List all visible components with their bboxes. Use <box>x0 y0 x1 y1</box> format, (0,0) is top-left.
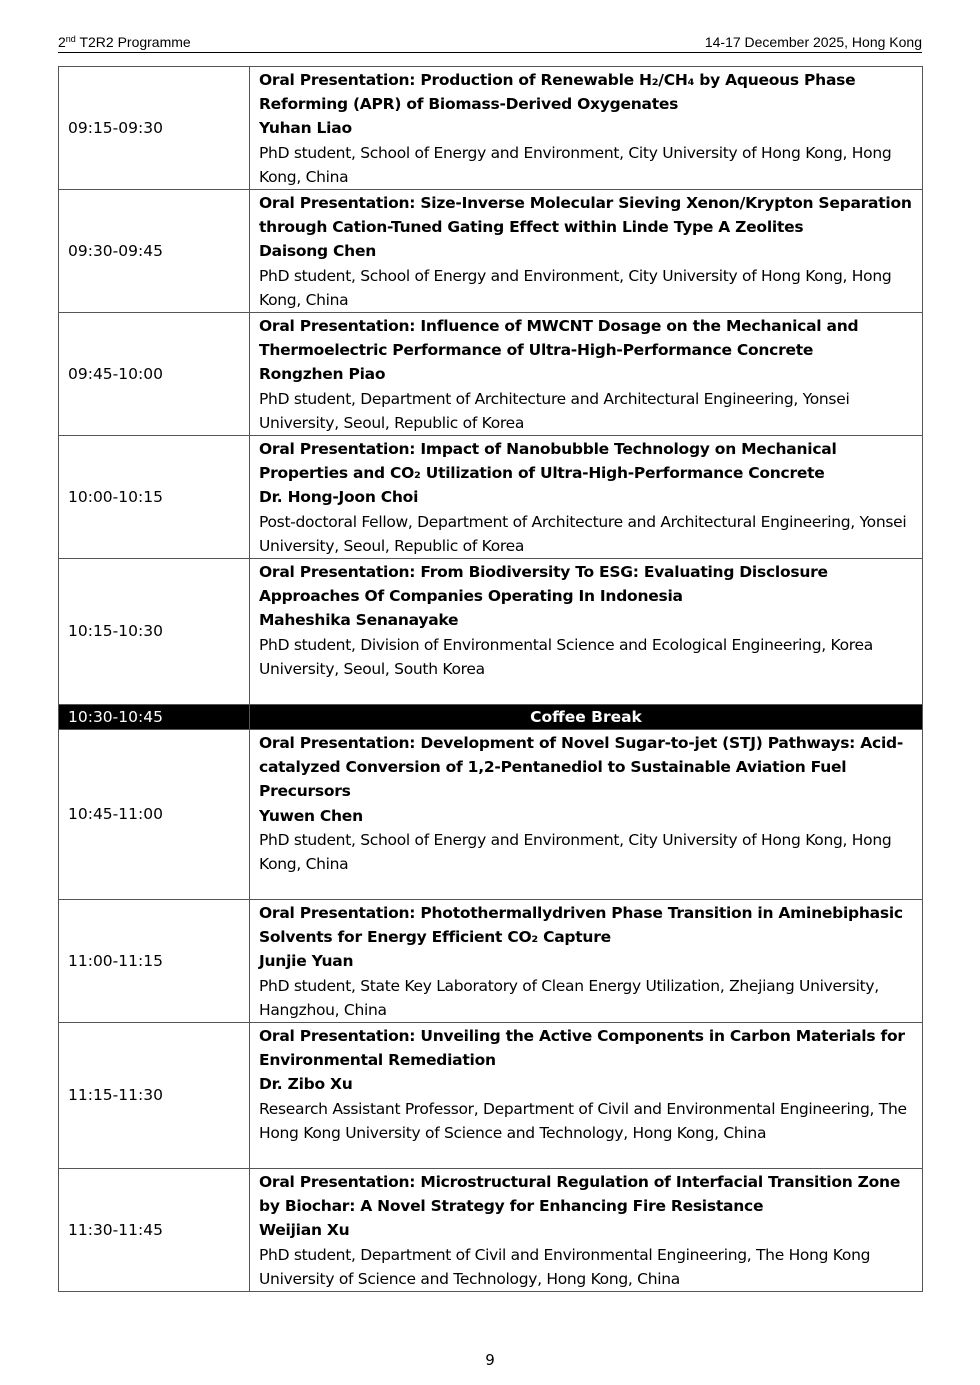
presentation-title: Oral Presentation: Production of Renewable H₂/CH₄ by Aqueous Phase Reforming (APR) of Biomass-Derived Oxygenates <box>259 71 856 114</box>
time-slot: 10:00-10:15 <box>59 436 250 559</box>
schedule-row <box>59 190 923 313</box>
speaker-name: Daisong Chen <box>259 242 376 261</box>
programme-name <box>58 34 191 50</box>
speaker-affiliation: PhD student, Department of Civil and Environmental Engineering, The Hong Kong University of Science and Technology, Hong Kong, China <box>259 1245 871 1288</box>
speaker-name: Weijian Xu <box>259 1221 350 1240</box>
schedule-row <box>59 313 923 436</box>
break-label: Coffee Break <box>250 705 923 730</box>
time-slot: 11:00-11:15 <box>59 900 250 1023</box>
presentation-details <box>250 190 923 313</box>
presentation-details <box>250 67 923 190</box>
programme-ordinal-suffix: nd <box>65 34 76 44</box>
schedule-row <box>59 730 923 900</box>
time-slot: 11:15-11:30 <box>59 1023 250 1169</box>
presentation-details <box>250 1169 923 1292</box>
presentation-title: Oral Presentation: Development of Novel Sugar-to-jet (STJ) Pathways: Acid-catalyzed Conversion of 1,2-Pentanediol to Sustainable Aviation Fuel Precursors <box>259 734 904 801</box>
speaker-affiliation: Post-doctoral Fellow, Department of Architecture and Architectural Engineering, Yonsei University, Seoul, Republic of Korea <box>259 512 907 555</box>
programme-title: T2R2 Programme <box>75 34 191 50</box>
speaker-name: Dr. Hong-Joon Choi <box>259 488 419 507</box>
time-slot: 09:15-09:30 <box>59 67 250 190</box>
page-header <box>58 32 922 53</box>
presentation-title: Oral Presentation: From Biodiversity To ESG: Evaluating Disclosure Approaches Of Companies Operating In Indonesia <box>259 563 828 606</box>
speaker-affiliation: PhD student, Division of Environmental Science and Ecological Engineering, Korea University, Seoul, South Korea <box>259 635 873 678</box>
speaker-affiliation: PhD student, School of Energy and Environment, City University of Hong Kong, Hong Kong, China <box>259 830 892 874</box>
speaker-affiliation: PhD student, School of Energy and Environment, City University of Hong Kong, Hong Kong, China <box>259 266 892 309</box>
schedule-row <box>59 67 923 190</box>
presentation-details <box>250 1023 923 1169</box>
coffee-break-row <box>59 705 923 730</box>
presentation-details <box>250 900 923 1023</box>
presentation-title: Oral Presentation: Influence of MWCNT Dosage on the Mechanical and Thermoelectric Performance of Ultra-High-Performance Concrete <box>259 317 859 360</box>
time-slot: 10:45-11:00 <box>59 730 250 900</box>
presentation-title: Oral Presentation: Size-Inverse Molecular Sieving Xenon/Krypton Separation through Cation-Tuned Gating Effect within Linde Type A Zeolites <box>259 194 912 237</box>
presentation-details <box>250 313 923 436</box>
schedule-row <box>59 1169 923 1292</box>
break-time-slot: 10:30-10:45 <box>59 705 250 730</box>
speaker-affiliation: Research Assistant Professor, Department of Civil and Environmental Engineering, The Hong Kong University of Science and Technology, Hong Kong, China <box>259 1099 907 1142</box>
speaker-affiliation: PhD student, Department of Architecture and Architectural Engineering, Yonsei University, Seoul, Republic of Korea <box>259 389 850 432</box>
presentation-title: Oral Presentation: Microstructural Regulation of Interfacial Transition Zone by Biochar: A Novel Strategy for Enhancing Fire Resistance <box>259 1173 901 1216</box>
presentation-title: Oral Presentation: Unveiling the Active Components in Carbon Materials for Environmental Remediation <box>259 1027 905 1070</box>
speaker-name: Yuhan Liao <box>259 119 352 138</box>
page-number: 9 <box>485 1351 495 1369</box>
speaker-name: Maheshika Senanayake <box>259 611 459 630</box>
schedule-row <box>59 559 923 705</box>
time-slot: 11:30-11:45 <box>59 1169 250 1292</box>
presentation-details <box>250 436 923 559</box>
schedule-row <box>59 900 923 1023</box>
speaker-affiliation: PhD student, State Key Laboratory of Clean Energy Utilization, Zhejiang University, Hangzhou, China <box>259 976 879 1019</box>
speaker-name: Dr. Zibo Xu <box>259 1075 353 1094</box>
time-slot: 09:30-09:45 <box>59 190 250 313</box>
speaker-name: Yuwen Chen <box>259 806 363 825</box>
presentation-title: Oral Presentation: Photothermallydriven Phase Transition in Aminebiphasic Solvents for Energy Efficient CO₂ Capture <box>259 904 903 947</box>
event-date-location: 14-17 December 2025, Hong Kong <box>704 34 922 50</box>
presentation-title: Oral Presentation: Impact of Nanobubble Technology on Mechanical Properties and CO₂ Utilization of Ultra-High-Performance Concrete <box>259 440 837 483</box>
time-slot: 10:15-10:30 <box>59 559 250 705</box>
presentation-details <box>250 730 923 900</box>
schedule-table <box>58 66 923 1292</box>
speaker-name: Junjie Yuan <box>259 952 354 971</box>
presentation-details <box>250 559 923 705</box>
speaker-affiliation: PhD student, School of Energy and Environment, City University of Hong Kong, Hong Kong, China <box>259 143 892 186</box>
time-slot: 09:45-10:00 <box>59 313 250 436</box>
schedule-row <box>59 1023 923 1169</box>
schedule-row <box>59 436 923 559</box>
programme-ordinal: 2 <box>58 34 66 50</box>
speaker-name: Rongzhen Piao <box>259 365 386 384</box>
